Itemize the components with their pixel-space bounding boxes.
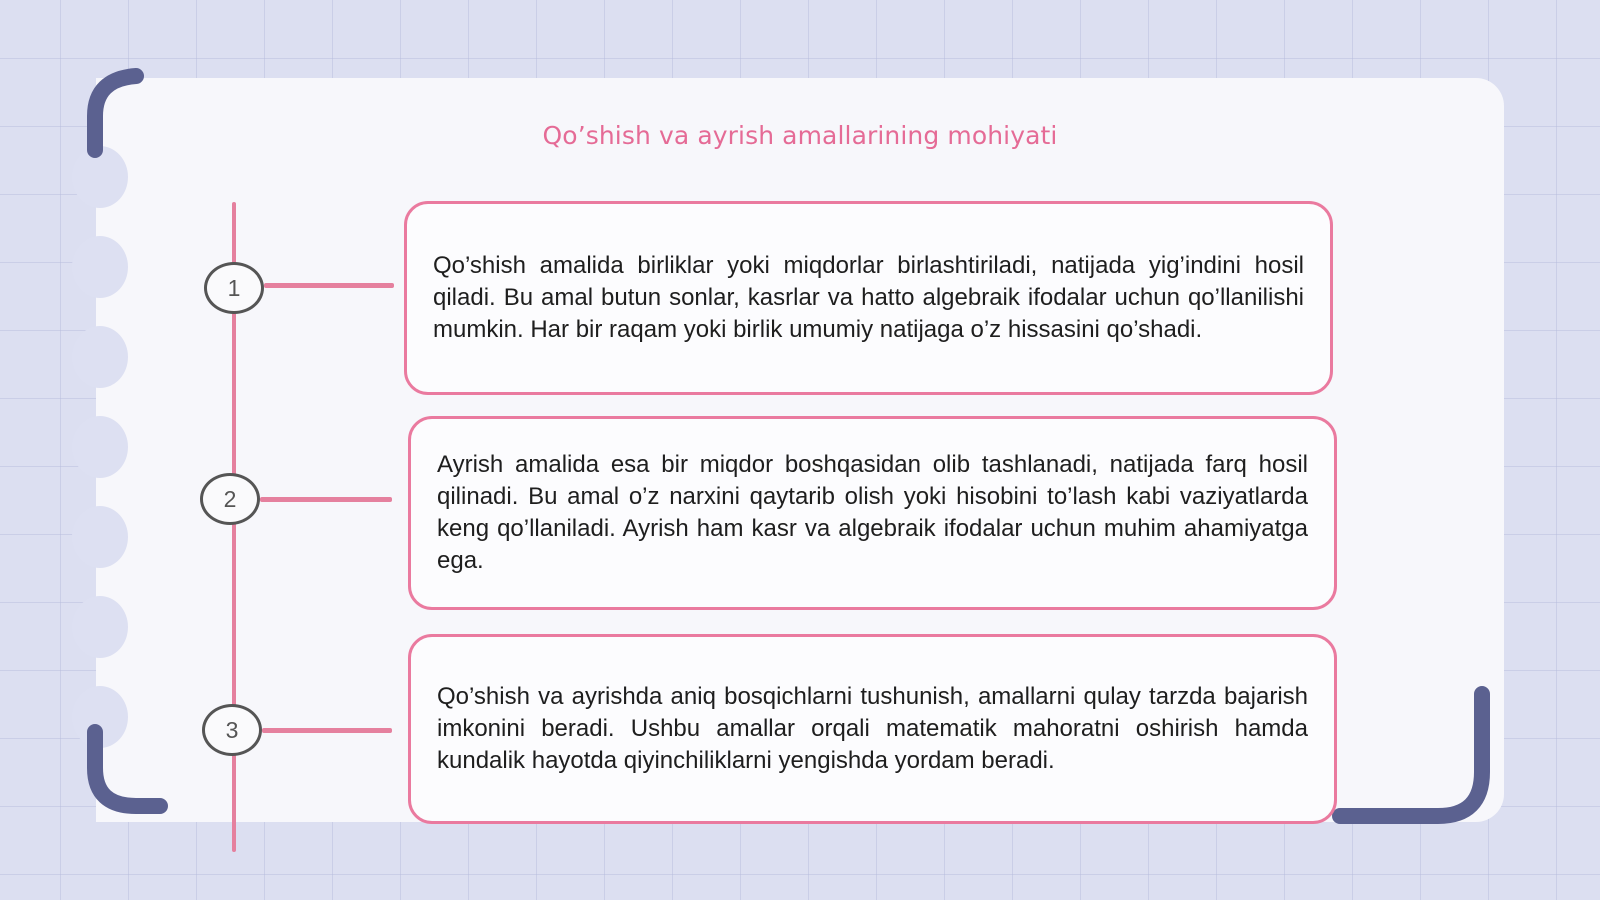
step-number-badge: 2 <box>200 473 260 525</box>
paper-notch <box>72 326 128 388</box>
info-card-text: Qo’shish amalida birliklar yoki miqdorlar birlashtiriladi, natijada yig’indini hosil qiladi. Bu amal butun sonlar, kasrlar va hatto algebraik ifodalar uchun qo’llanilishi mumkin. Har bir raqam yoki birlik umumiy natijaga o’z hissasini qo’shadi. <box>433 252 1304 343</box>
slide-title: Qo’shish va ayrish amallarining mohiyati <box>542 121 1058 150</box>
info-card <box>408 416 1337 610</box>
info-card <box>408 634 1337 824</box>
info-card-text: Qo’shish va ayrishda aniq bosqichlarni tushunish, amallarni qulay tarzda bajarish imkonini beradi. Ushbu amallar orqali matematik mahoratni oshirish hamda kundalik hayotda qiyinchiliklarni yengishda yordam beradi. <box>437 683 1308 774</box>
corner-bracket-bottom-left <box>86 724 176 829</box>
corner-bracket-bottom-right <box>1332 686 1512 826</box>
timeline-connector <box>260 497 392 502</box>
paper-notch <box>72 506 128 568</box>
paper-notch <box>72 416 128 478</box>
timeline-connector <box>262 728 392 733</box>
info-card <box>404 201 1333 395</box>
step-number-badge: 1 <box>204 262 264 314</box>
paper-notch <box>72 236 128 298</box>
timeline-connector <box>264 283 394 288</box>
step-number-badge: 3 <box>202 704 262 756</box>
corner-bracket-top-left <box>86 68 156 168</box>
paper-notch <box>72 596 128 658</box>
info-card-text: Ayrish amalida esa bir miqdor boshqasidan olib tashlanadi, natijada farq hosil qilinadi. Bu amal o’z narxini qaytarib olish yoki hisobini to’lash kabi vaziyatlarda keng qo’llaniladi. Ayrish ham kasr va algebraik ifodalar uchun muhim ahamiyatga ega. <box>437 451 1308 574</box>
